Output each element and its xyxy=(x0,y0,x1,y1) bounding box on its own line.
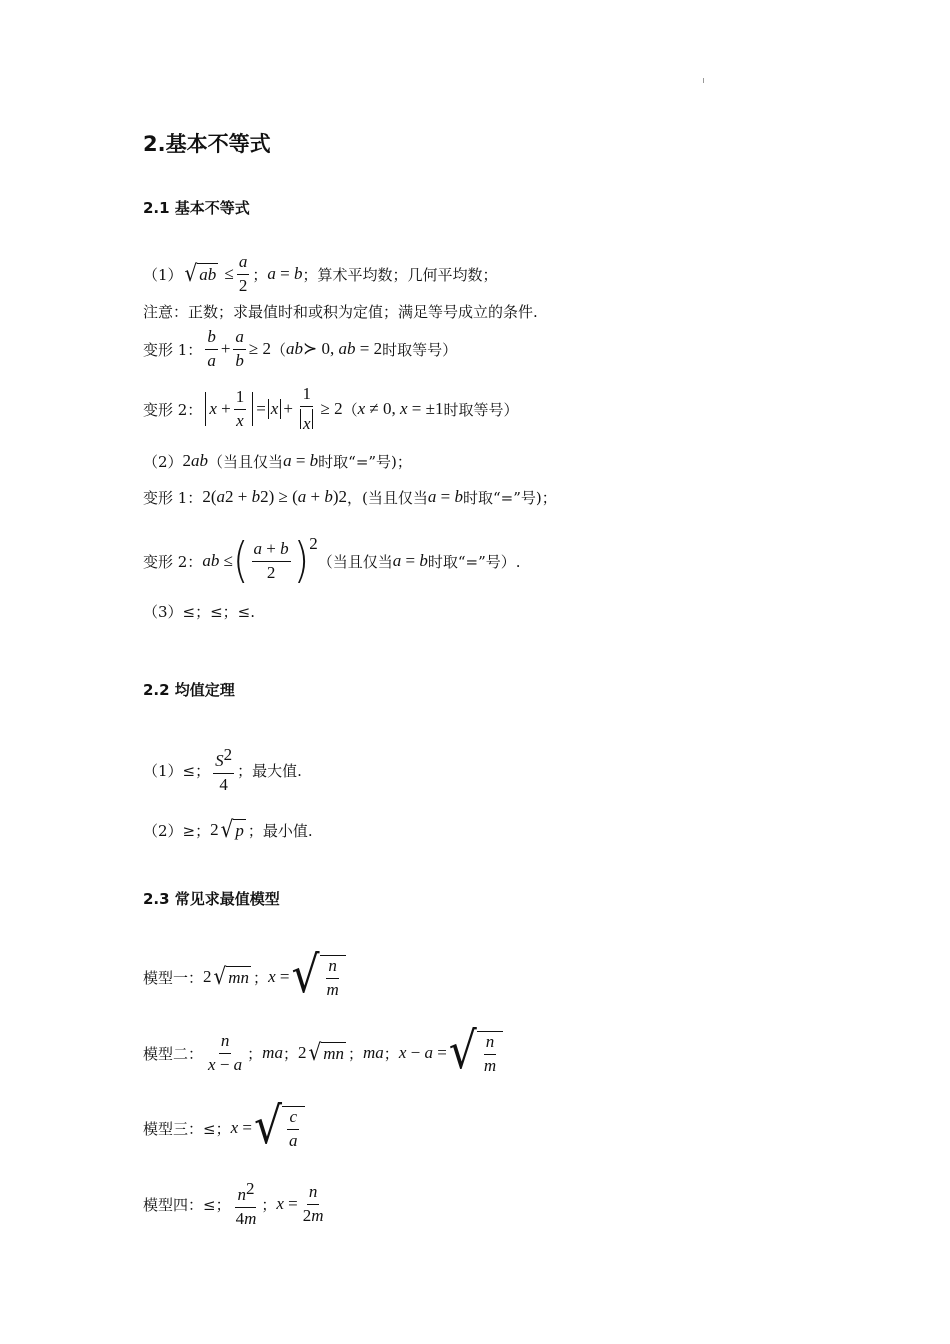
model-label: 模型三：≤； xyxy=(143,1119,231,1138)
model-label: 模型一： xyxy=(143,968,204,987)
mean-item-2: （2）≥； 2 √ p ；最小值. xyxy=(143,815,313,843)
variant-label: 变形 1： xyxy=(143,488,203,507)
item-2-tail-pre: （当且仅当 xyxy=(208,452,284,471)
model-4: 模型四：≤； $\frac{n^2}{4m}$ ； x = $\frac{n}{2m}$ xyxy=(143,1178,324,1228)
variant-tail-pre: ，(当且仅当 xyxy=(347,488,428,507)
fraction-a-plus-b-over-2: $\frac{a}{2}$ xyxy=(238,251,248,295)
item-1-tail: ；算术平均数；几何平均数； xyxy=(302,265,498,284)
variant-label: 变形 2： xyxy=(143,552,203,571)
variant-cond-close: 时取等号） xyxy=(443,400,519,419)
item-label: （1）≤； xyxy=(143,761,211,780)
variant-1-formula: 变形 1： $\frac{b}{a}$ + $\frac{a}{b}$ ≥ 2 （ ab ≻ 0, ab = 2 时取等号） xyxy=(143,326,458,370)
item-label: （2） xyxy=(143,452,183,471)
variant-label: 变形 1： xyxy=(143,340,203,359)
page-mark xyxy=(703,78,704,83)
variant-4-formula: 变形 2： ab ≤ ( $\frac{a + b}{2}$ ) 2 （当且仅当 a = b 时取“=”号）. xyxy=(143,533,521,589)
mean-item-1: （1）≤； $\frac{S^2}{4}$ ；最大值. xyxy=(143,744,302,794)
item-label: （2）≥； xyxy=(143,821,211,840)
heading-2-3: 2.3 常见求最值模型 xyxy=(143,890,280,908)
item-2-tail-post: 时取“=”号)； xyxy=(318,452,412,471)
heading-2-2: 2.2 均值定理 xyxy=(143,681,235,699)
sqrt-ab: √ ab xyxy=(184,259,217,287)
mean-item-2-tail: ；最小值. xyxy=(247,821,313,840)
variant-cond-close: 时取等号） xyxy=(382,340,458,359)
model-3: 模型三：≤； x = √ $\frac{c}{a}$ xyxy=(143,1101,307,1155)
variant-3-formula: 变形 1： 2( a 2 + b 2 ) ≥ ( a + b ) 2 ，(当且仅当 a = b 时取“=”号)； xyxy=(143,487,557,507)
item-2-formula: （2） 2 ab （当且仅当 a = b 时取“=”号)； xyxy=(143,451,412,471)
variant-tail-pre: （当且仅当 xyxy=(317,552,393,571)
item-1-formula: （1） √ ab ≤ $\frac{a}{2}$ ； a = b ；算术平均数；几何平均数； xyxy=(143,251,498,295)
model-1: 模型一： 2 √ mn ； x = √ $\frac{n}{m}$ xyxy=(143,950,348,1004)
mean-item-1-tail: ；最大值. xyxy=(237,761,302,780)
note-text: 注意：正数；求最值时和或积为定值；满足等号成立的条件. xyxy=(143,303,538,321)
model-label: 模型四：≤； xyxy=(143,1195,231,1214)
model-label: 模型二： xyxy=(143,1044,204,1063)
variant-tail-post: 时取“=”号)； xyxy=(462,488,557,507)
variant-cond-open: （ xyxy=(271,340,287,359)
variant-2-formula: 变形 2： x + $\frac{1}{x}$ = x + $\frac{1}{x}$ ≥ 2 （ x ≠ 0, x = ±1 时取等号） xyxy=(143,383,519,433)
item-label: （1） xyxy=(143,265,183,284)
model-2: 模型二： $\frac{n}{x - a}$ ； ma ； 2 √ mn ； ma ； x − a = √ $\frac{n}{m}$ xyxy=(143,1026,505,1080)
variant-label: 变形 2： xyxy=(143,400,203,419)
heading-2-1: 2.1 基本不等式 xyxy=(143,199,250,217)
section-title: 2.基本不等式 xyxy=(143,132,271,156)
item-3-text: （3）≤；≤；≤. xyxy=(143,603,256,621)
variant-tail-post: 时取“=”号）. xyxy=(427,552,521,571)
